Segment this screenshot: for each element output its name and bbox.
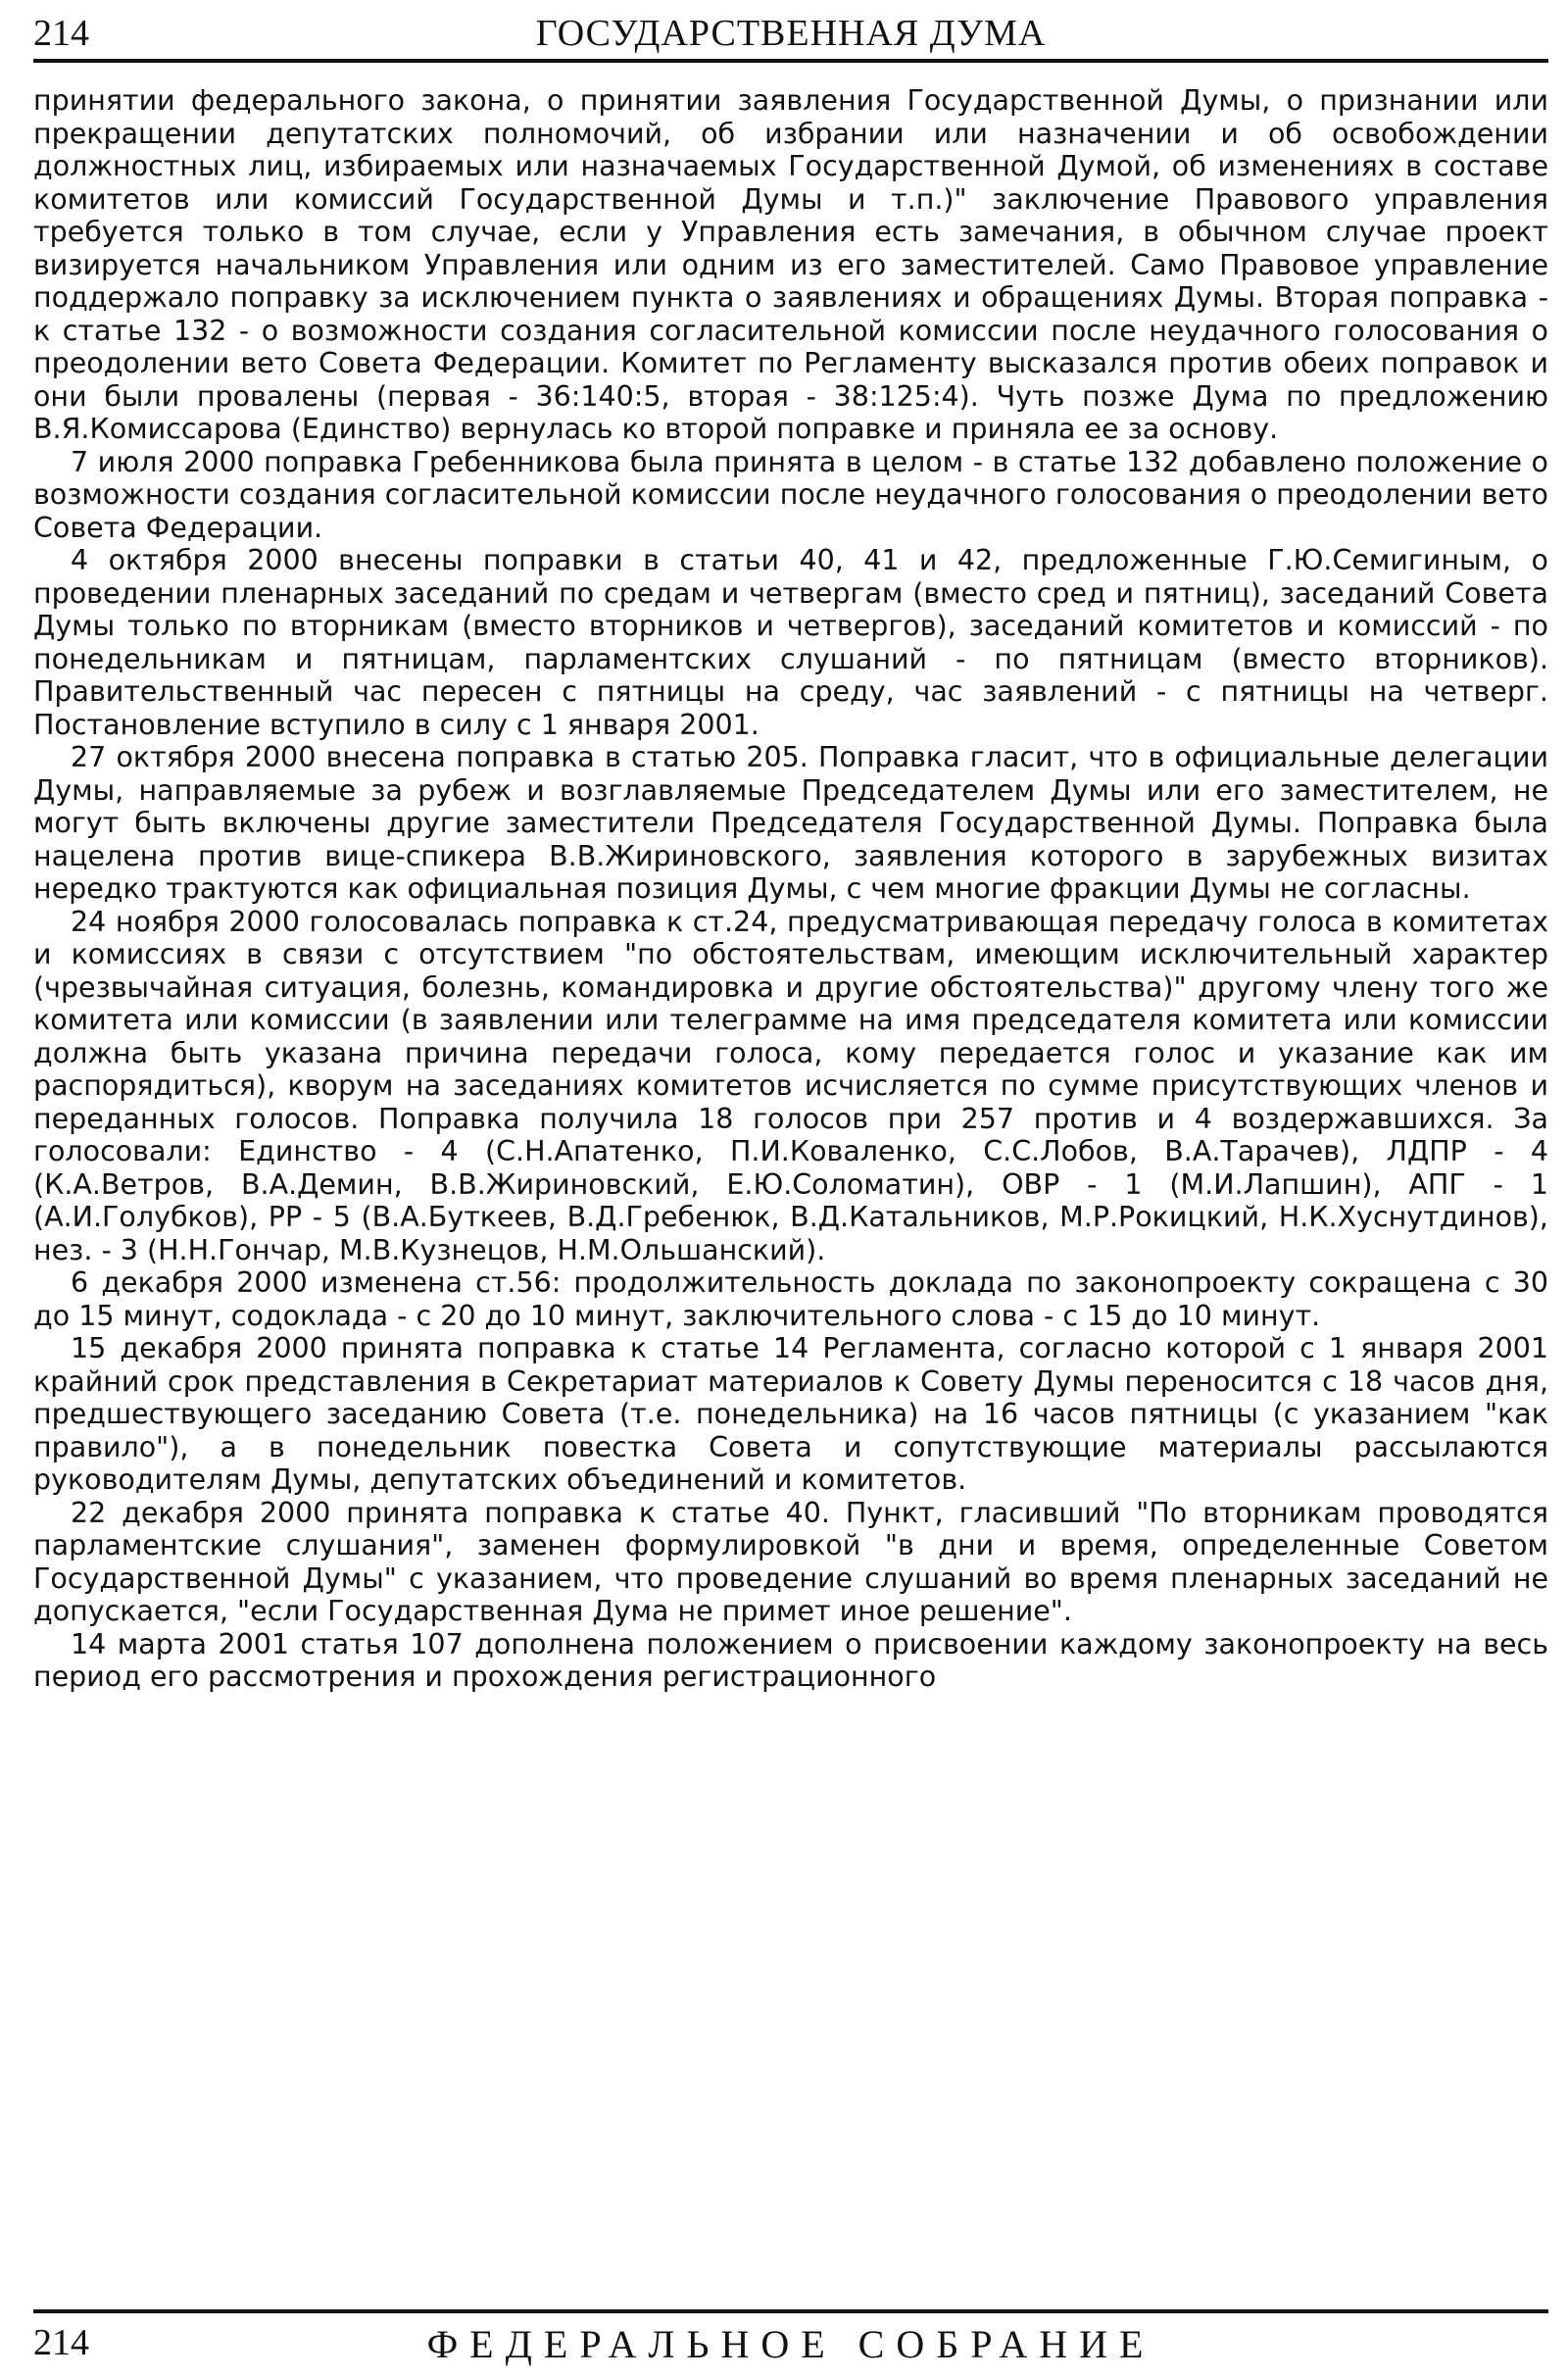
article-body — [33, 84, 1548, 2290]
document-page — [33, 0, 1548, 2379]
footer-rule — [33, 2309, 1548, 2313]
paragraph: 14 марта 2001 статья 107 дополнена положением о присвоении каждому законопроекту на весь период его рассмотрения и прохождения регистрационного — [33, 1627, 1548, 1693]
footer-page-number: 214 — [33, 2322, 89, 2363]
header-rule — [33, 59, 1548, 63]
footer-title: ФЕДЕРАЛЬНОЕ СОБРАНИЕ — [426, 2322, 1155, 2366]
paragraph: 15 декабря 2000 принята поправка к статье 14 Регламента, согласно которой с 1 января 2001 крайний срок представления в Секретариат материалов к Совету Думы переносится с 18 часов дня, предшествующего заседанию Совета (т.е. понедельника) на 16 часов пятницы (с указанием "как правило"), а в понедельник повестка Совета и сопутствующие материалы рассылаются руководителям Думы, депутатских объединений и комитетов. — [33, 1332, 1548, 1496]
paragraph: 7 июля 2000 поправка Гребенникова была принята в целом - в статье 132 добавлено положение о возможности создания согласительной комиссии после неудачного голосования о преодолении вето Совета Федерации. — [33, 445, 1548, 544]
paragraph: 22 декабря 2000 принята поправка к статье 40. Пункт, гласивший "По вторникам проводятся парламентские слушания", заменен формулировкой "в дни и время, определенные Советом Государственной Думы" с указанием, что проведение слушаний во время пленарных заседаний не допускается, "если Государственная Дума не примет иное решение". — [33, 1496, 1548, 1627]
header-page-number: 214 — [33, 13, 89, 54]
page-header — [33, 8, 1548, 63]
paragraph: 24 ноября 2000 голосовалась поправка к ст.24, предусматривающая передачу голоса в комитетах и комиссиях в связи с отсутствием "по обстоятельствам, имеющим исключительный характер (чрезвычайная ситуация, болезнь, командировка и другие обстоятельства)" другому члену того же комитета или комиссии (в заявлении или телеграмме на имя председателя комитета или комиссии должна быть указана причина передачи голоса, кому передается голос и указание как им распорядиться), кворум на заседаниях комитетов исчисляется по сумме присутствующих членов и переданных голосов. Поправка получила 18 голосов при 257 против и 4 воздержавшихся. За голосовали: Единство - 4 (С.Н.Апатенко, П.И.Коваленко, С.С.Лобов, В.А.Тарачев), ЛДПР - 4 (К.А.Ветров, В.А.Демин, В.В.Жириновский, Е.Ю.Соломатин), ОВР - 1 (М.И.Лапшин), АПГ - 1 (А.И.Голубков), РР - 5 (В.А.Буткеев, В.Д.Гребенюк, В.Д.Катальников, М.Р.Рокицкий, Н.К.Хуснутдинов), нез. - 3 (Н.Н.Гончар, М.В.Кузнецов, Н.М.Ольшанский). — [33, 905, 1548, 1266]
paragraph: 4 октября 2000 внесены поправки в статьи 40, 41 и 42, предложенные Г.Ю.Семигиным, о проведении пленарных заседаний по средам и четвергам (вместо сред и пятниц), заседаний Совета Думы только по вторникам (вместо вторников и четвергов), заседаний комитетов и комиссий - по понедельникам и пятницам, парламентских слушаний - по пятницам (вместо вторников). Правительственный час пересен с пятницы на среду, час заявлений - с пятницы на четверг. Постановление вступило в силу с 1 января 2001. — [33, 544, 1548, 741]
paragraph: 27 октября 2000 внесена поправка в статью 205. Поправка гласит, что в официальные делегации Думы, направляемые за рубеж и возглавляемые Председателем Думы или его заместителем, не могут быть включены другие заместители Председателя Государственной Думы. Поправка была нацелена против вице-спикера В.В.Жириновского, заявления которого в зарубежных визитах нередко трактуются как официальная позиция Думы, с чем многие фракции Думы не согласны. — [33, 741, 1548, 905]
header-title: ГОСУДАРСТВЕННАЯ ДУМА — [535, 13, 1047, 54]
paragraph: принятии федерального закона, о принятии заявления Государственной Думы, о признании или прекращении депутатских полномочий, об избрании или назначении и об освобождении должностных лиц, избираемых или назначаемых Государственной Думой, об изменениях в составе комитетов или комиссий Государственной Думы и т.п.)" заключение Правового управления требуется только в том случае, если у Управления есть замечания, в обычном случае проект визируется начальником Управления или одним из его заместителей. Само Правовое управление поддержало поправку за исключением пункта о заявлениях и обращениях Думы. Вторая поправка - к статье 132 - о возможности создания согласительной комиссии после неудачного голосования о преодолении вето Совета Федерации. Комитет по Регламенту высказался против обеих поправок и они были провалены (первая - 36:140:5, вторая - 38:125:4). Чуть позже Дума по предложению В.Я.Комиссарова (Единство) вернулась ко второй поправке и приняла ее за основу. — [33, 84, 1548, 445]
paragraph: 6 декабря 2000 изменена ст.56: продолжительность доклада по законопроекту сокращена с 30 до 15 минут, содоклада - с 20 до 10 минут, заключительного слова - с 15 до 10 минут. — [33, 1266, 1548, 1332]
page-footer — [33, 2321, 1548, 2370]
